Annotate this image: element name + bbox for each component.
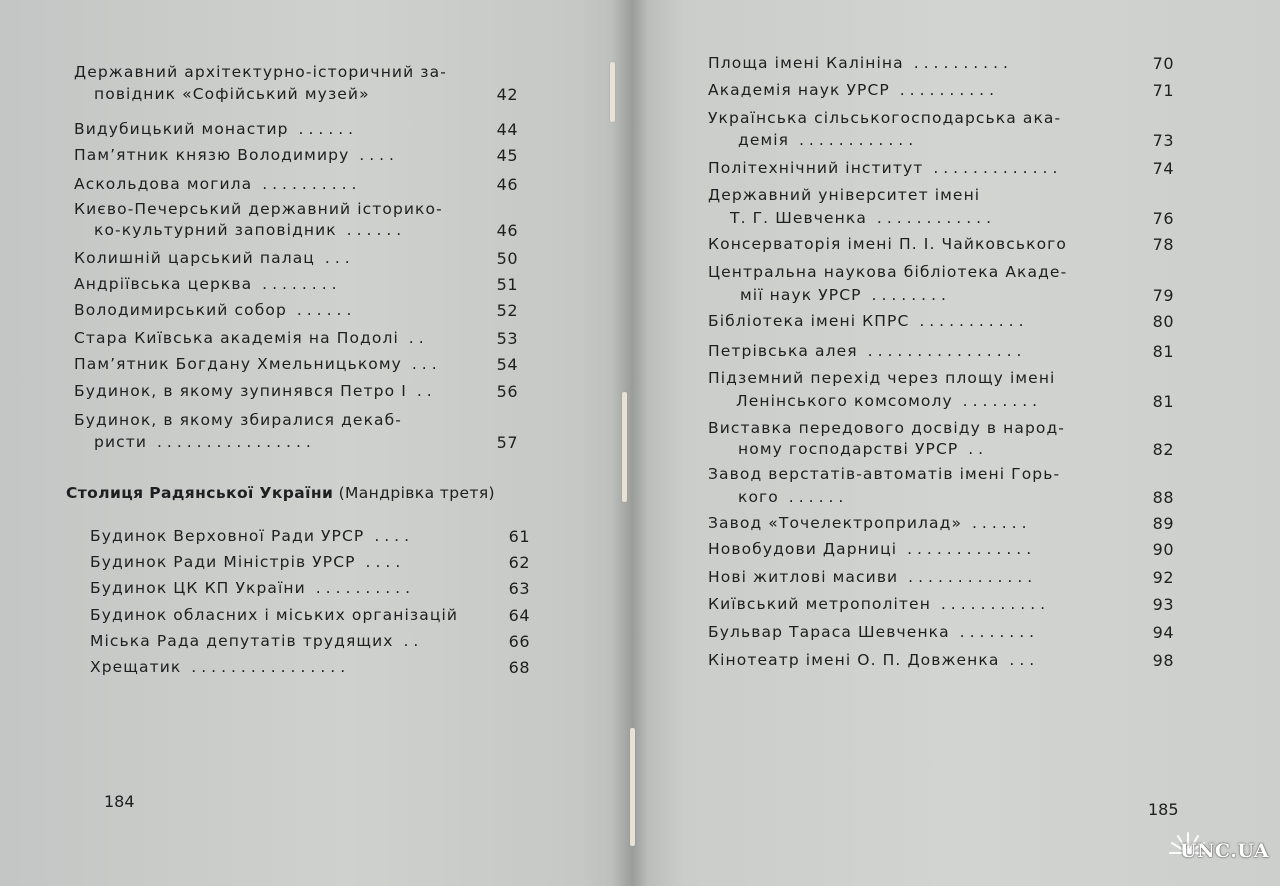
toc-entry-page-number: 46 [496,221,518,240]
toc-entry-title-line: мії наук УРСР ........ [740,286,951,304]
toc-entry-title-line: Політехнічний інститут ............. [708,159,1063,177]
toc-entry-title-line: Кінотеатр імені О. П. Довженка ... [708,651,1040,669]
toc-entry-title-line: Українська сільськогосподарська ака- [708,109,1062,127]
dot-leader: ........ [949,623,1040,641]
dot-leader: ...... [288,120,359,138]
toc-entry-title-line: Завод «Точелектроприлад» ...... [708,514,1032,532]
dot-leader: ............. [923,159,1063,177]
toc-entry-title-line: ристи ................ [94,433,316,451]
toc-entry-title-line: Колишній царський палац ... [74,249,355,267]
toc-entry-page-number: 42 [496,85,518,104]
dot-leader: .... [349,146,399,164]
dot-leader: ...... [336,221,407,239]
toc-entry-title-line: Пам’ятник Богдану Хмельницькому ... [74,355,442,373]
watermark-text: UNC.UA [1180,840,1270,862]
toc-entry-title-line: Київський метрополітен ........... [708,595,1051,613]
toc-entry-page-number: 94 [1152,623,1174,642]
toc-entry-title-line: Андріївська церква ........ [74,275,342,293]
toc-entry-title-line: Бібліотека імені КПРС ........... [708,312,1029,330]
toc-entry-title-line: Пам’ятник князю Володимиру .... [74,146,399,164]
toc-entry-page-number: 57 [496,433,518,452]
toc-entry-page-number: 73 [1152,131,1174,150]
toc-entry-title-line: Будинок ЦК КП України .......... [90,579,416,597]
dot-leader: ... [999,651,1040,669]
dot-leader: .......... [252,175,362,193]
toc-entry-title-line: Виставка передового досвіду в народ- [708,419,1066,437]
toc-entry-title-line: ному господарстві УРСР .. [738,440,989,458]
dot-leader: ............ [866,209,997,227]
toc-entry-page-number: 81 [1152,392,1174,411]
toc-entry-page-number: 68 [508,658,530,677]
toc-entry-page-number: 74 [1152,159,1174,178]
dot-leader: .......... [903,54,1013,72]
dot-leader: ................ [147,433,316,451]
toc-entry-page-number: 80 [1152,312,1174,331]
toc-entry-page-number: 98 [1152,651,1174,670]
dot-leader: ............ [789,131,919,149]
toc-entry-page-number: 46 [496,175,518,194]
dot-leader: .. [958,440,989,458]
toc-entry-page-number: 44 [496,120,518,139]
dot-leader: ... [401,355,442,373]
toc-entry-page-number: 62 [508,553,530,572]
dot-leader: ................ [181,658,351,676]
dot-leader: .... [355,553,406,571]
toc-entry-title-line: Академія наук УРСР .......... [708,81,1000,99]
section-title: Столиця Радянської України [66,484,334,502]
toc-entry-page-number: 56 [496,382,518,401]
section-subtitle: (Мандрівка третя) [338,484,496,502]
toc-entry-title-line: Петрівська алея ................ [708,342,1027,360]
dot-leader: ................ [857,342,1027,360]
toc-entry-title-line: Міська Рада депутатів трудящих .. [90,632,424,650]
dot-leader: ............. [897,540,1037,558]
toc-entry-title-line: Будинок, в якому зупинявся Петро I .. [74,382,437,400]
dot-leader: ........... [930,595,1051,613]
toc-entry-title-line: Стара Київська академія на Подолі .. [74,329,429,347]
toc-entry-title-line: Державний архітектурно-історичний за- [74,63,447,81]
toc-entry-page-number: 76 [1152,209,1174,228]
toc-entry-page-number: 90 [1152,540,1174,559]
toc-entry-title-line: Нові житлові масиви ............. [708,568,1038,586]
toc-entry-title-line: Державний університет імені [708,186,981,204]
toc-entry-title-line: Новобудови Дарниці ............. [708,540,1037,558]
toc-entry-page-number: 71 [1152,81,1174,100]
toc-entry-title-line: Площа імені Калініна .......... [708,54,1013,72]
toc-entry-title-line: Будинок, в якому збиралися декаб- [74,411,402,429]
section-heading [66,484,495,502]
toc-entry-page-number: 53 [496,329,518,348]
toc-entry-page-number: 63 [508,579,530,598]
dot-leader: .......... [305,579,416,597]
toc-entry-page-number: 93 [1152,595,1174,614]
toc-entry-title-line: Завод верстатів-автоматів імені Горь- [708,465,1061,483]
toc-entry-title-line: Будинок Ради Міністрів УРСР .... [90,553,406,571]
toc-entry-page-number: 78 [1152,235,1174,254]
toc-entry-title-line: ко-культурний заповідник ...... [94,221,407,239]
toc-entry-page-number: 70 [1152,54,1174,73]
dot-leader: ........ [252,275,342,293]
toc-entry-title-line: Бульвар Тараса Шевченка ........ [708,623,1040,641]
dot-leader: .. [406,382,437,400]
dot-leader: .. [398,329,429,347]
toc-entry-title-line: повідник «Софійський музей» [94,85,370,103]
page-number-left: 184 [104,792,135,811]
toc-entry-title-line: демія ............ [738,131,919,149]
dot-leader: .... [364,527,415,545]
toc-entry-title-line: кого ...... [738,488,849,506]
dot-leader: ............. [898,568,1038,586]
toc-entry-title-line: Ленінського комсомолу ........ [736,392,1043,410]
toc-entry-title-line: Володимирський собор ...... [74,301,357,319]
toc-entry-title-line: Аскольдова могила .......... [74,175,362,193]
toc-entry-page-number: 45 [496,146,518,165]
toc-entry-title-line: Видубицький монастир ...... [74,120,359,138]
dot-leader: ...... [286,301,357,319]
toc-entry-page-number: 61 [508,527,530,546]
dot-leader: ........ [861,286,951,304]
toc-entry-page-number: 52 [496,301,518,320]
toc-entry-page-number: 81 [1152,342,1174,361]
toc-entry-page-number: 64 [508,606,530,625]
dot-leader: ... [314,249,355,267]
toc-entry-title-line: Будинок обласних і міських організацій [90,606,459,624]
toc-entry-page-number: 88 [1152,488,1174,507]
toc-entry-page-number: 66 [508,632,530,651]
toc-entry-page-number: 50 [496,249,518,268]
dot-leader: ........... [909,312,1029,330]
toc-entry-title-line: Т. Г. Шевченка ............ [730,209,997,227]
toc-entry-title-line: Підземний перехід через площу імені [708,369,1056,387]
dot-leader: ...... [962,514,1032,532]
toc-entry-title-line: Консерваторія імені П. І. Чайковського [708,235,1068,253]
dot-leader: ........ [952,392,1043,410]
page-number-right: 185 [1148,800,1179,819]
dot-leader: .. [393,632,424,650]
toc-entry-page-number: 89 [1152,514,1174,533]
toc-entry-page-number: 82 [1152,440,1174,459]
toc-entry-page-number: 54 [496,355,518,374]
toc-entry-page-number: 51 [496,275,518,294]
toc-entry-title-line: Будинок Верховної Ради УРСР .... [90,527,415,545]
toc-entry-title-line: Хрещатик ................ [90,658,351,676]
toc-entry-page-number: 79 [1152,286,1174,305]
toc-entry-page-number: 92 [1152,568,1174,587]
toc-entry-title-line: Києво-Печерський державний історико- [74,200,443,218]
toc-entry-title-line: Центральна наукова бібліотека Акаде- [708,263,1068,281]
dot-leader: ...... [778,488,849,506]
dot-leader: .......... [889,81,1000,99]
